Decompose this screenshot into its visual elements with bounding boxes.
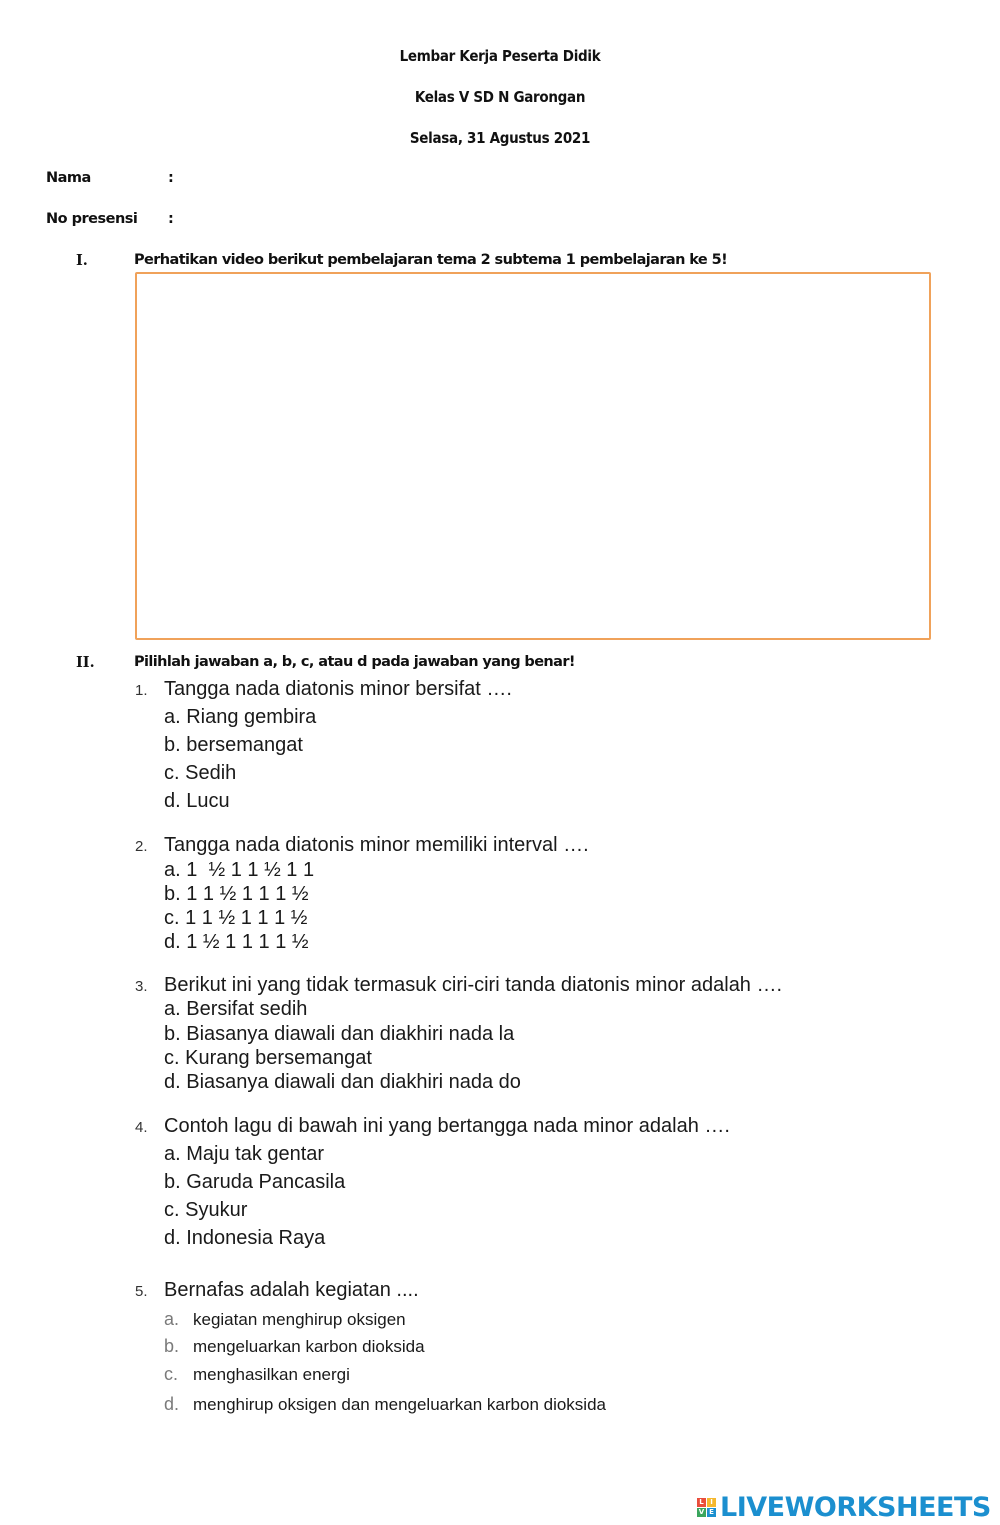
question-4-text: Contoh lagu di bawah ini yang bertangga nada minor adalah ….: [164, 1115, 730, 1137]
question-5-option-d[interactable]: [164, 1394, 606, 1415]
section-1-number: I.: [76, 252, 88, 269]
question-2-number: 2.: [135, 838, 148, 855]
option-letter: b.: [164, 1336, 180, 1356]
date-label: Selasa, 31 Agustus 2021: [409, 129, 591, 147]
option-text: mengeluarkan karbon dioksida: [193, 1337, 425, 1356]
question-1-option-b[interactable]: b. bersemangat: [164, 734, 303, 756]
presensi-field: [46, 211, 174, 227]
question-2-text: Tangga nada diatonis minor memiliki interval ….: [164, 834, 589, 856]
question-3-option-b[interactable]: b. Biasanya diawali dan diakhiri nada la: [164, 1023, 515, 1045]
liveworksheets-logo-icon: [697, 1498, 716, 1517]
question-5-text: Bernafas adalah kegiatan ....: [164, 1279, 419, 1301]
question-5-number: 5.: [135, 1283, 148, 1300]
question-2-option-b[interactable]: b. 1 1 ½ 1 1 1 ½: [164, 883, 309, 905]
question-5-option-a[interactable]: [164, 1309, 406, 1330]
option-text: menghirup oksigen dan mengeluarkan karbon dioksida: [193, 1395, 606, 1414]
question-2-option-d[interactable]: d. 1 ½ 1 1 1 1 ½: [164, 931, 309, 953]
question-3-option-d[interactable]: d. Biasanya diawali dan diakhiri nada do: [164, 1071, 521, 1093]
nama-label: Nama: [46, 170, 91, 186]
question-3-option-a[interactable]: a. Bersifat sedih: [164, 998, 308, 1020]
question-3-number: 3.: [135, 978, 148, 995]
question-3-option-c[interactable]: c. Kurang bersemangat: [164, 1047, 372, 1069]
nama-field: [46, 170, 174, 186]
question-5-option-c[interactable]: [164, 1364, 350, 1385]
nama-colon: :: [168, 170, 174, 186]
question-1-number: 1.: [135, 682, 148, 699]
question-4-option-d[interactable]: d. Indonesia Raya: [164, 1227, 326, 1249]
question-4-option-b[interactable]: b. Garuda Pancasila: [164, 1171, 346, 1193]
question-1-option-c[interactable]: c. Sedih: [164, 762, 237, 784]
question-5-option-b[interactable]: [164, 1336, 425, 1357]
question-1-option-d[interactable]: d. Lucu: [164, 790, 230, 812]
section-2-number: II.: [76, 654, 95, 671]
section-2-instruction: Pilihlah jawaban a, b, c, atau d pada jawaban yang benar!: [134, 654, 575, 670]
logo-mark-e: E: [707, 1508, 716, 1517]
option-letter: d.: [164, 1394, 180, 1414]
section-1-instruction: Perhatikan video berikut pembelajaran tema 2 subtema 1 pembelajaran ke 5!: [134, 252, 728, 268]
question-3-text: Berikut ini yang tidak termasuk ciri-ciri tanda diatonis minor adalah ….: [164, 974, 783, 996]
option-text: menghasilkan energi: [193, 1365, 350, 1384]
logo-mark-l: L: [697, 1498, 706, 1507]
option-letter: a.: [164, 1309, 180, 1329]
option-text: kegiatan menghirup oksigen: [193, 1310, 406, 1329]
logo-mark-v: V: [698, 1507, 705, 1516]
question-2-option-c[interactable]: c. 1 1 ½ 1 1 1 ½: [164, 907, 308, 929]
logo-mark-i: I: [707, 1498, 716, 1507]
question-4-option-c[interactable]: c. Syukur: [164, 1199, 248, 1221]
question-4-number: 4.: [135, 1119, 148, 1136]
liveworksheets-logo[interactable]: [697, 1490, 991, 1524]
liveworksheets-logo-text: LIVEWORKSHEETS: [720, 1491, 991, 1523]
presensi-label: No presensi: [46, 211, 138, 227]
question-4-option-a[interactable]: a. Maju tak gentar: [164, 1143, 325, 1165]
class-label: Kelas V SD N Garongan: [414, 88, 586, 106]
video-player[interactable]: [135, 272, 931, 640]
question-1-text: Tangga nada diatonis minor bersifat ….: [164, 678, 512, 700]
presensi-colon: :: [168, 211, 174, 227]
question-1-option-a[interactable]: a. Riang gembira: [164, 706, 317, 728]
option-letter: c.: [164, 1364, 179, 1384]
worksheet-title: Lembar Kerja Peserta Didik: [399, 47, 601, 65]
question-2-option-a[interactable]: a. 1 ½ 1 1 ½ 1 1: [164, 859, 315, 881]
